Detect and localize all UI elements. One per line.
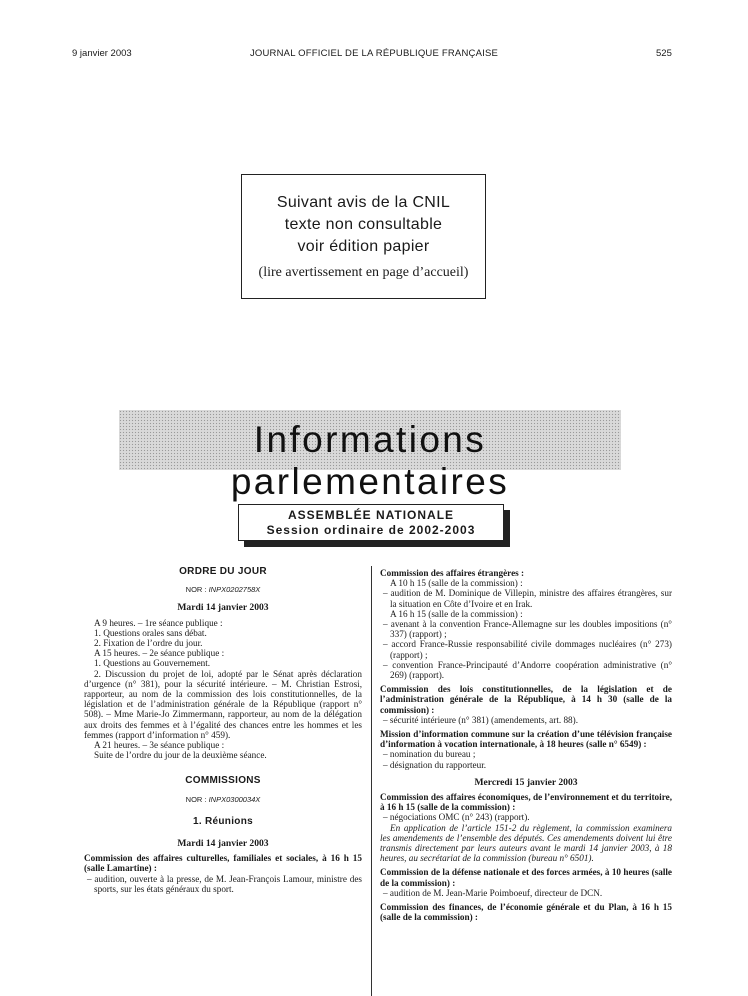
commission-heading: Commission des lois constitutionnelles, de la législation et de l’administration générale de la République, à 14 h 30 (salle de la commission) : (380, 684, 672, 715)
commissions-title: COMMISSIONS (185, 775, 261, 787)
nor-code: INPX0300034X (208, 794, 261, 804)
reunions-heading: 1. Réunions (193, 815, 253, 827)
agenda-item: Suite de l’ordre du jour de la deuxième séance. (94, 750, 267, 761)
amendment-notice: En application de l’article 151-2 du règlement, la commission examinera les amendements de l’ensemble des députés. Ces amendements doivent lui être transmis directement par leurs auteurs avant le mardi 14 janvier 2003, à 18 heures, au secrétariat de la commission (bureau n° 6501). (380, 822, 672, 864)
day-heading: Mercredi 15 janvier 2003 (474, 776, 578, 788)
commission-item: – avenant à la convention France-Allemagne sur les doubles impositions (n° 337) (rapport) ; (383, 619, 672, 640)
commissions-nor (84, 795, 362, 805)
commission-heading: Commission des affaires économiques, de l’environnement et du territoire, à 16 h 15 (salle de la commission) : (380, 792, 672, 813)
session-line: A 9 heures. – 1re séance publique : (94, 617, 223, 628)
commission-item: – audition de M. Jean-Marie Poimboeuf, directeur de DCN. (383, 887, 603, 898)
session-line: A 21 heures. – 3e séance publique : (94, 740, 225, 751)
commission-item: – négociations OMC (n° 243) (rapport). (383, 812, 530, 823)
commission-heading: Commission de la défense nationale et des forces armées, à 10 heures (salle de la commission) : (380, 867, 672, 888)
day-heading: Mardi 14 janvier 2003 (177, 602, 269, 614)
agenda-item: 1. Questions orales sans débat. (94, 627, 207, 638)
left-column (84, 567, 362, 894)
agenda-item: 2. Discussion du projet de loi, adopté par le Sénat après déclaration d’urgence (n° 381), pour la sécurité intérieure. – M. Christian Estrosi, rapporteur, au nom de la commission des lois constitutionnelles, de la législation et de l’administration générale de la République (rapport n° 508). – Mme Marie-Jo Zimmermann, rapporteur, au nom de la délégation aux droits des femmes et à l’égalité des chances entre les hommes et les femmes (rapport d’information n° 459). (84, 668, 362, 740)
ordre-du-jour-title: ORDRE DU JOUR (179, 566, 267, 577)
agenda-item: 2. Fixation de l’ordre du jour. (94, 638, 203, 649)
banner-title: Informations parlementaires (230, 419, 510, 502)
time-line: A 10 h 15 (salle de la commission) : (390, 578, 523, 589)
commission-item: – audition, ouverte à la presse, de M. Jean-François Lamour, ministre des sports, sur les états généraux du sport. (87, 873, 362, 894)
cnil-line-1: Suivant avis de la CNIL (276, 194, 451, 211)
session-line: A 15 heures. – 2e séance publique : (94, 648, 225, 659)
time-line: A 16 h 15 (salle de la commission) : (390, 608, 523, 619)
commission-item: – convention France-Principauté d’Andorre coopération administrative (n° 269) (rapport). (383, 659, 672, 681)
commission-heading: Mission d’information commune sur la création d’une télévision française d’information à vocation internationale, à 18 heures (salle n° 6549) : (380, 729, 672, 750)
section-banner (119, 410, 621, 502)
commission-item: – sécurité intérieure (n° 381) (amendements, art. 88). (383, 714, 579, 725)
assembly-title: ASSEMBLÉE NATIONALE (287, 508, 455, 522)
ordre-nor (84, 585, 362, 595)
commission-heading: Commission des affaires culturelles, familiales et sociales, à 16 h 15 (salle Lamartine) : (84, 853, 362, 874)
commission-heading: Commission des finances, de l’économie générale et du Plan, à 16 h 15 (salle de la commission) : (380, 902, 672, 923)
nor-label: NOR : (185, 585, 209, 595)
assembly-box (238, 504, 504, 541)
assembly-session: Session ordinaire de 2002-2003 (266, 523, 476, 537)
day-heading: Mardi 14 janvier 2003 (177, 838, 269, 850)
cnil-notice-box (241, 174, 486, 299)
column-divider (371, 566, 372, 996)
commission-heading: Commission des affaires étrangères : (380, 568, 525, 578)
nor-label: NOR : (185, 794, 209, 804)
journal-title: JOURNAL OFFICIEL DE LA RÉPUBLIQUE FRANÇAISE (249, 48, 499, 59)
agenda-item: 1. Questions au Gouvernement. (94, 658, 211, 669)
right-column (380, 568, 672, 923)
header-date: 9 janvier 2003 (72, 48, 132, 59)
cnil-line-3: voir édition papier (297, 238, 430, 255)
cnil-note: (lire avertissement en page d’accueil) (258, 265, 469, 280)
commission-item: – désignation du rapporteur. (383, 759, 487, 770)
cnil-line-2: texte non consultable (284, 216, 443, 233)
commission-item: – audition de M. Dominique de Villepin, ministre des affaires étrangères, sur la situation en Côte d’Ivoire et en Irak. (383, 588, 672, 609)
commission-item: – accord France-Russie responsabilité civile dommages nucléaires (n° 273) (rapport) ; (383, 639, 672, 660)
commission-item: – nomination du bureau ; (383, 749, 476, 760)
nor-code: INPX0202758X (208, 585, 261, 595)
page-number: 525 (656, 48, 672, 59)
